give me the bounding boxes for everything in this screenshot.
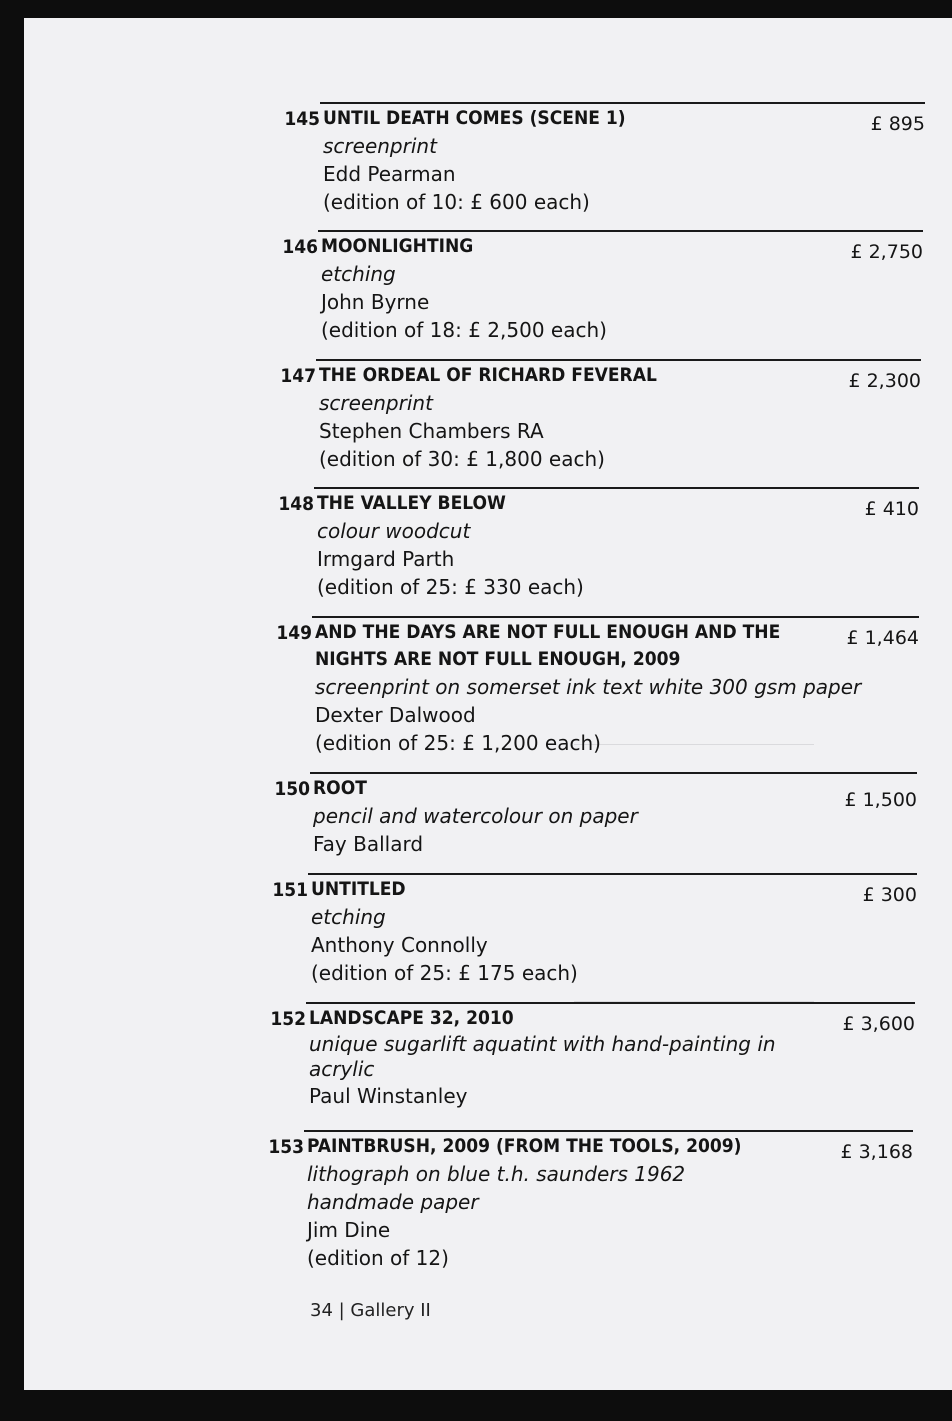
lot-artist: Jim Dine — [307, 1218, 391, 1242]
divider-rule — [318, 230, 923, 232]
lot-price: £ 3,600 — [842, 1013, 915, 1035]
lot-price: £ 1,500 — [844, 789, 917, 811]
lot-title: UNTITLED — [311, 878, 406, 900]
lot-number: 147 — [280, 365, 316, 387]
lot-medium: screenprint — [319, 391, 433, 415]
lot-number: 148 — [278, 493, 314, 515]
lot-edition: (edition of 12) — [307, 1246, 449, 1270]
lot-title: UNTIL DEATH COMES (SCENE 1) — [323, 107, 626, 129]
divider-rule — [314, 487, 919, 489]
lot-artist: Stephen Chambers RA — [319, 419, 544, 443]
lot-price: £ 300 — [862, 884, 917, 906]
lot-title: ROOT — [313, 777, 367, 799]
lot-medium: screenprint — [323, 134, 437, 158]
lot-medium: etching — [321, 262, 396, 286]
divider-rule — [312, 616, 919, 618]
divider-rule — [310, 772, 917, 774]
divider-rule — [304, 1130, 913, 1132]
divider-rule — [316, 359, 921, 361]
lot-price: £ 2,300 — [848, 370, 921, 392]
lot-medium: colour woodcut — [317, 519, 471, 543]
divider-rule — [306, 1002, 915, 1004]
lot-artist: Fay Ballard — [313, 832, 424, 856]
lot-title: THE VALLEY BELOW — [317, 492, 506, 514]
divider-rule — [320, 102, 925, 104]
lot-price: £ 3,168 — [840, 1141, 913, 1163]
lot-edition: (edition of 25: £ 1,200 each) — [315, 731, 601, 755]
lot-number: 153 — [268, 1136, 304, 1158]
lot-edition: (edition of 25: £ 330 each) — [317, 575, 584, 599]
page-footer: 34 | Gallery II — [310, 1300, 431, 1321]
lot-number: 150 — [274, 778, 310, 800]
lot-number: 149 — [276, 622, 312, 644]
lot-medium: lithograph on blue t.h. saunders 1962 handmade paper — [307, 1162, 686, 1214]
catalogue-page — [24, 18, 952, 1390]
lot-medium: screenprint on somerset ink text white 300 gsm paper — [315, 675, 862, 699]
lot-artist: Anthony Connolly — [311, 933, 488, 957]
lot-artist: John Byrne — [321, 290, 430, 314]
lot-medium: etching — [311, 905, 386, 929]
lot-number: 151 — [272, 879, 308, 901]
lot-medium: unique sugarlift aquatint with hand-painting in acrylic — [309, 1032, 776, 1081]
lot-price: £ 895 — [870, 113, 925, 135]
lot-artist: Dexter Dalwood — [315, 703, 476, 727]
lot-artist: Irmgard Parth — [317, 547, 455, 571]
lot-title: LANDSCAPE 32, 2010 — [309, 1007, 514, 1029]
lot-title: MOONLIGHTING — [321, 235, 474, 257]
lot-artist: Edd Pearman — [323, 162, 456, 186]
lot-price: £ 1,464 — [846, 627, 919, 649]
lot-edition: (edition of 18: £ 2,500 each) — [321, 318, 607, 342]
divider-rule — [308, 873, 917, 875]
lot-price: £ 2,750 — [850, 241, 923, 263]
lot-edition: (edition of 10: £ 600 each) — [323, 190, 590, 214]
lot-number: 145 — [284, 108, 320, 130]
lot-medium: pencil and watercolour on paper — [313, 804, 638, 828]
lot-title: THE ORDEAL OF RICHARD FEVERAL — [319, 364, 657, 386]
lot-title: PAINTBRUSH, 2009 (FROM THE TOOLS, 2009) — [307, 1135, 742, 1157]
lot-price: £ 410 — [864, 498, 919, 520]
lot-edition: (edition of 25: £ 175 each) — [311, 961, 578, 985]
lot-artist: Paul Winstanley — [309, 1084, 468, 1108]
lot-title: AND THE DAYS ARE NOT FULL ENOUGH AND THE NIGHTS ARE NOT FULL ENOUGH, 2009 — [315, 621, 781, 670]
lot-number: 152 — [270, 1008, 306, 1030]
lot-edition: (edition of 30: £ 1,800 each) — [319, 447, 605, 471]
lot-number: 146 — [282, 236, 318, 258]
